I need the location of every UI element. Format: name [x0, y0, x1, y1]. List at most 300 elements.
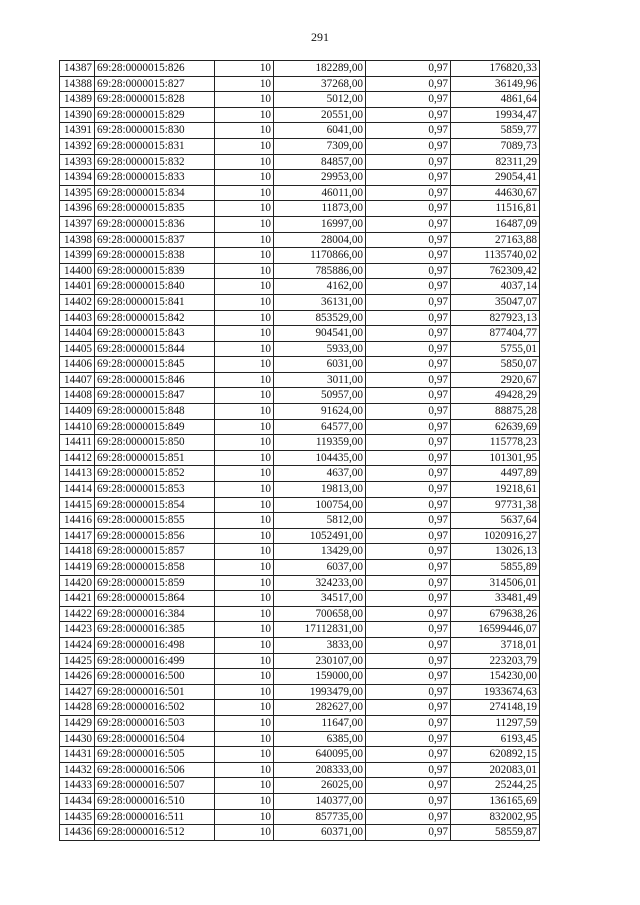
coefficient-cell: 0,97: [366, 606, 451, 622]
table-row: [60, 76, 540, 92]
cadastral-number: 69:28:0000015:847: [95, 388, 215, 404]
coefficient-cell: 0,97: [366, 185, 451, 201]
coefficient-cell: 0,97: [366, 466, 451, 482]
coefficient-cell: 0,97: [366, 107, 451, 123]
rate-cell: 10: [215, 809, 274, 825]
rate-cell: 10: [215, 279, 274, 295]
rate-cell: 10: [215, 326, 274, 342]
table-row: [60, 513, 540, 529]
cadastral-value: 282627,00: [274, 700, 366, 716]
table-row: [60, 809, 540, 825]
table-row: [60, 92, 540, 108]
cadastral-value: 159000,00: [274, 669, 366, 685]
result-value: 4497,89: [451, 466, 540, 482]
coefficient-cell: 0,97: [366, 170, 451, 186]
coefficient-cell: 0,97: [366, 123, 451, 139]
row-number: 14395: [60, 185, 95, 201]
result-value: 5637,64: [451, 513, 540, 529]
rate-cell: 10: [215, 544, 274, 560]
result-value: 82311,29: [451, 154, 540, 170]
rate-cell: 10: [215, 310, 274, 326]
table-row: [60, 793, 540, 809]
result-value: 762309,42: [451, 263, 540, 279]
cadastral-number: 69:28:0000015:845: [95, 357, 215, 373]
row-number: 14421: [60, 591, 95, 607]
rate-cell: 10: [215, 341, 274, 357]
row-number: 14434: [60, 793, 95, 809]
coefficient-cell: 0,97: [366, 591, 451, 607]
rate-cell: 10: [215, 92, 274, 108]
table-row: [60, 216, 540, 232]
cadastral-value: 37268,00: [274, 76, 366, 92]
coefficient-cell: 0,97: [366, 357, 451, 373]
cadastral-number: 69:28:0000016:504: [95, 731, 215, 747]
result-value: 16487,09: [451, 216, 540, 232]
cadastral-value: 16997,00: [274, 216, 366, 232]
row-number: 14412: [60, 450, 95, 466]
table-row: [60, 637, 540, 653]
coefficient-cell: 0,97: [366, 482, 451, 498]
rate-cell: 10: [215, 606, 274, 622]
coefficient-cell: 0,97: [366, 669, 451, 685]
result-value: 827923,13: [451, 310, 540, 326]
result-value: 679638,26: [451, 606, 540, 622]
cadastral-value: 6385,00: [274, 731, 366, 747]
cadastral-number: 69:28:0000015:851: [95, 450, 215, 466]
cadastral-value: 13429,00: [274, 544, 366, 560]
cadastral-value: 91624,00: [274, 404, 366, 420]
coefficient-cell: 0,97: [366, 575, 451, 591]
cadastral-value: 60371,00: [274, 825, 366, 841]
table-row: [60, 528, 540, 544]
coefficient-cell: 0,97: [366, 622, 451, 638]
result-value: 5855,89: [451, 560, 540, 576]
coefficient-cell: 0,97: [366, 154, 451, 170]
table-row: [60, 700, 540, 716]
row-number: 14398: [60, 232, 95, 248]
coefficient-cell: 0,97: [366, 653, 451, 669]
row-number: 14391: [60, 123, 95, 139]
coefficient-cell: 0,97: [366, 809, 451, 825]
table-row: [60, 201, 540, 217]
rate-cell: 10: [215, 482, 274, 498]
cadastral-number: 69:28:0000015:839: [95, 263, 215, 279]
cadastral-number: 69:28:0000016:507: [95, 778, 215, 794]
rate-cell: 10: [215, 435, 274, 451]
cadastral-number: 69:28:0000016:511: [95, 809, 215, 825]
result-value: 88875,28: [451, 404, 540, 420]
cadastral-number: 69:28:0000015:827: [95, 76, 215, 92]
cadastral-number: 69:28:0000015:855: [95, 513, 215, 529]
cadastral-value: 36131,00: [274, 294, 366, 310]
coefficient-cell: 0,97: [366, 825, 451, 841]
row-number: 14425: [60, 653, 95, 669]
cadastral-number: 69:28:0000015:841: [95, 294, 215, 310]
table-row: [60, 326, 540, 342]
coefficient-cell: 0,97: [366, 731, 451, 747]
rate-cell: 10: [215, 466, 274, 482]
coefficient-cell: 0,97: [366, 388, 451, 404]
cadastral-number: 69:28:0000015:829: [95, 107, 215, 123]
rate-cell: 10: [215, 684, 274, 700]
rate-cell: 10: [215, 731, 274, 747]
table-row: [60, 232, 540, 248]
cadastral-value: 857735,00: [274, 809, 366, 825]
cadastral-value: 26025,00: [274, 778, 366, 794]
cadastral-number: 69:28:0000016:501: [95, 684, 215, 700]
rate-cell: 10: [215, 216, 274, 232]
row-number: 14419: [60, 560, 95, 576]
cadastral-number: 69:28:0000016:503: [95, 715, 215, 731]
cadastral-number: 69:28:0000015:853: [95, 482, 215, 498]
cadastral-number: 69:28:0000015:828: [95, 92, 215, 108]
result-value: 58559,87: [451, 825, 540, 841]
coefficient-cell: 0,97: [366, 138, 451, 154]
coefficient-cell: 0,97: [366, 793, 451, 809]
rate-cell: 10: [215, 528, 274, 544]
row-number: 14404: [60, 326, 95, 342]
table-row: [60, 497, 540, 513]
rate-cell: 10: [215, 154, 274, 170]
table-row: [60, 372, 540, 388]
rate-cell: 10: [215, 591, 274, 607]
cadastral-value: 104435,00: [274, 450, 366, 466]
row-number: 14392: [60, 138, 95, 154]
table-row: [60, 482, 540, 498]
coefficient-cell: 0,97: [366, 372, 451, 388]
rate-cell: 10: [215, 715, 274, 731]
coefficient-cell: 0,97: [366, 326, 451, 342]
cadastral-number: 69:28:0000015:835: [95, 201, 215, 217]
row-number: 14393: [60, 154, 95, 170]
rate-cell: 10: [215, 825, 274, 841]
table-row: [60, 747, 540, 763]
rate-cell: 10: [215, 560, 274, 576]
cadastral-value: 6041,00: [274, 123, 366, 139]
cadastral-number: 69:28:0000015:826: [95, 61, 215, 77]
table-row: [60, 107, 540, 123]
cadastral-value: 11647,00: [274, 715, 366, 731]
row-number: 14416: [60, 513, 95, 529]
result-value: 19934,47: [451, 107, 540, 123]
row-number: 14407: [60, 372, 95, 388]
cadastral-value: 182289,00: [274, 61, 366, 77]
table-row: [60, 731, 540, 747]
table-row: [60, 123, 540, 139]
cadastral-number: 69:28:0000015:840: [95, 279, 215, 295]
cadastral-value: 3833,00: [274, 637, 366, 653]
cadastral-value: 5933,00: [274, 341, 366, 357]
cadastral-number: 69:28:0000015:849: [95, 419, 215, 435]
result-value: 33481,49: [451, 591, 540, 607]
result-value: 5850,07: [451, 357, 540, 373]
result-value: 49428,29: [451, 388, 540, 404]
table-row: [60, 279, 540, 295]
cadastral-value: 119359,00: [274, 435, 366, 451]
coefficient-cell: 0,97: [366, 513, 451, 529]
row-number: 14397: [60, 216, 95, 232]
coefficient-cell: 0,97: [366, 232, 451, 248]
cadastral-value: 1993479,00: [274, 684, 366, 700]
rate-cell: 10: [215, 404, 274, 420]
coefficient-cell: 0,97: [366, 747, 451, 763]
cadastral-number: 69:28:0000016:498: [95, 637, 215, 653]
cadastral-number: 69:28:0000015:833: [95, 170, 215, 186]
cadastral-number: 69:28:0000016:506: [95, 762, 215, 778]
coefficient-cell: 0,97: [366, 341, 451, 357]
table-row: [60, 388, 540, 404]
result-value: 101301,95: [451, 450, 540, 466]
coefficient-cell: 0,97: [366, 201, 451, 217]
row-number: 14388: [60, 76, 95, 92]
table-row: [60, 575, 540, 591]
result-value: 62639,69: [451, 419, 540, 435]
result-value: 620892,15: [451, 747, 540, 763]
coefficient-cell: 0,97: [366, 762, 451, 778]
coefficient-cell: 0,97: [366, 310, 451, 326]
rate-cell: 10: [215, 637, 274, 653]
cadastral-value: 29953,00: [274, 170, 366, 186]
coefficient-cell: 0,97: [366, 700, 451, 716]
table-row: [60, 591, 540, 607]
cadastral-value: 700658,00: [274, 606, 366, 622]
cadastral-value: 84857,00: [274, 154, 366, 170]
rate-cell: 10: [215, 185, 274, 201]
row-number: 14430: [60, 731, 95, 747]
rate-cell: 10: [215, 622, 274, 638]
coefficient-cell: 0,97: [366, 248, 451, 264]
row-number: 14406: [60, 357, 95, 373]
row-number: 14411: [60, 435, 95, 451]
row-number: 14423: [60, 622, 95, 638]
table-row: [60, 762, 540, 778]
cadastral-value: 904541,00: [274, 326, 366, 342]
coefficient-cell: 0,97: [366, 684, 451, 700]
coefficient-cell: 0,97: [366, 497, 451, 513]
row-number: 14431: [60, 747, 95, 763]
row-number: 14422: [60, 606, 95, 622]
cadastral-number: 69:28:0000016:384: [95, 606, 215, 622]
coefficient-cell: 0,97: [366, 92, 451, 108]
rate-cell: 10: [215, 138, 274, 154]
result-value: 11297,59: [451, 715, 540, 731]
table-row: [60, 170, 540, 186]
row-number: 14429: [60, 715, 95, 731]
cadastral-number: 69:28:0000015:858: [95, 560, 215, 576]
row-number: 14403: [60, 310, 95, 326]
cadastral-value: 11873,00: [274, 201, 366, 217]
cadastral-number: 69:28:0000015:852: [95, 466, 215, 482]
result-value: 19218,61: [451, 482, 540, 498]
rate-cell: 10: [215, 700, 274, 716]
row-number: 14408: [60, 388, 95, 404]
coefficient-cell: 0,97: [366, 419, 451, 435]
rate-cell: 10: [215, 653, 274, 669]
result-value: 11516,81: [451, 201, 540, 217]
rate-cell: 10: [215, 61, 274, 77]
cadastral-value: 4637,00: [274, 466, 366, 482]
coefficient-cell: 0,97: [366, 560, 451, 576]
rate-cell: 10: [215, 778, 274, 794]
rate-cell: 10: [215, 513, 274, 529]
cadastral-value: 34517,00: [274, 591, 366, 607]
rate-cell: 10: [215, 357, 274, 373]
cadastral-value: 20551,00: [274, 107, 366, 123]
result-value: 1135740,02: [451, 248, 540, 264]
table-row: [60, 560, 540, 576]
cadastral-number: 69:28:0000015:857: [95, 544, 215, 560]
result-value: 877404,77: [451, 326, 540, 342]
coefficient-cell: 0,97: [366, 404, 451, 420]
result-value: 314506,01: [451, 575, 540, 591]
coefficient-cell: 0,97: [366, 435, 451, 451]
row-number: 14418: [60, 544, 95, 560]
table-row: [60, 404, 540, 420]
cadastral-number: 69:28:0000016:512: [95, 825, 215, 841]
cadastral-number: 69:28:0000015:864: [95, 591, 215, 607]
table-row: [60, 61, 540, 77]
coefficient-cell: 0,97: [366, 715, 451, 731]
cadastral-value: 19813,00: [274, 482, 366, 498]
row-number: 14401: [60, 279, 95, 295]
result-value: 202083,01: [451, 762, 540, 778]
result-value: 97731,38: [451, 497, 540, 513]
table-row: [60, 715, 540, 731]
cadastral-number: 69:28:0000015:831: [95, 138, 215, 154]
rate-cell: 10: [215, 123, 274, 139]
row-number: 14400: [60, 263, 95, 279]
table-row: [60, 419, 540, 435]
cadastral-value: 1170866,00: [274, 248, 366, 264]
cadastral-value: 640095,00: [274, 747, 366, 763]
rate-cell: 10: [215, 669, 274, 685]
cadastral-value: 4162,00: [274, 279, 366, 295]
row-number: 14433: [60, 778, 95, 794]
result-value: 29054,41: [451, 170, 540, 186]
row-number: 14387: [60, 61, 95, 77]
table-row: [60, 466, 540, 482]
table-row: [60, 248, 540, 264]
result-value: 2920,67: [451, 372, 540, 388]
rate-cell: 10: [215, 793, 274, 809]
cadastral-number: 69:28:0000015:844: [95, 341, 215, 357]
rate-cell: 10: [215, 747, 274, 763]
cadastral-number: 69:28:0000015:854: [95, 497, 215, 513]
coefficient-cell: 0,97: [366, 294, 451, 310]
coefficient-cell: 0,97: [366, 528, 451, 544]
cadastral-number: 69:28:0000016:505: [95, 747, 215, 763]
cadastral-value: 230107,00: [274, 653, 366, 669]
coefficient-cell: 0,97: [366, 637, 451, 653]
row-number: 14435: [60, 809, 95, 825]
cadastral-number: 69:28:0000016:499: [95, 653, 215, 669]
cadastral-value: 5812,00: [274, 513, 366, 529]
cadastral-value: 46011,00: [274, 185, 366, 201]
result-value: 223203,79: [451, 653, 540, 669]
result-value: 25244,25: [451, 778, 540, 794]
coefficient-cell: 0,97: [366, 279, 451, 295]
result-value: 5755,01: [451, 341, 540, 357]
coefficient-cell: 0,97: [366, 778, 451, 794]
row-number: 14399: [60, 248, 95, 264]
rate-cell: 10: [215, 419, 274, 435]
row-number: 14389: [60, 92, 95, 108]
table-row: [60, 310, 540, 326]
rate-cell: 10: [215, 575, 274, 591]
cadastral-number: 69:28:0000015:843: [95, 326, 215, 342]
row-number: 14409: [60, 404, 95, 420]
cadastral-value: 324233,00: [274, 575, 366, 591]
result-value: 832002,95: [451, 809, 540, 825]
row-number: 14396: [60, 201, 95, 217]
table-row: [60, 294, 540, 310]
result-value: 4037,14: [451, 279, 540, 295]
rate-cell: 10: [215, 450, 274, 466]
cadastral-value: 208333,00: [274, 762, 366, 778]
row-number: 14390: [60, 107, 95, 123]
cadastral-number: 69:28:0000015:859: [95, 575, 215, 591]
row-number: 14436: [60, 825, 95, 841]
row-number: 14410: [60, 419, 95, 435]
cadastral-value: 785886,00: [274, 263, 366, 279]
table-row: [60, 544, 540, 560]
row-number: 14428: [60, 700, 95, 716]
cadastral-number: 69:28:0000016:502: [95, 700, 215, 716]
cadastral-value: 100754,00: [274, 497, 366, 513]
cadastral-value: 28004,00: [274, 232, 366, 248]
result-value: 3718,01: [451, 637, 540, 653]
row-number: 14394: [60, 170, 95, 186]
coefficient-cell: 0,97: [366, 450, 451, 466]
table-row: [60, 778, 540, 794]
row-number: 14413: [60, 466, 95, 482]
cadastral-value: 3011,00: [274, 372, 366, 388]
cadastral-value: 17112831,00: [274, 622, 366, 638]
rate-cell: 10: [215, 762, 274, 778]
rate-cell: 10: [215, 76, 274, 92]
result-value: 176820,33: [451, 61, 540, 77]
table-row: [60, 185, 540, 201]
table-row: [60, 154, 540, 170]
result-value: 36149,96: [451, 76, 540, 92]
cadastral-number: 69:28:0000015:848: [95, 404, 215, 420]
result-value: 154230,00: [451, 669, 540, 685]
cadastral-value: 5012,00: [274, 92, 366, 108]
row-number: 14402: [60, 294, 95, 310]
table-row: [60, 606, 540, 622]
table-row: [60, 450, 540, 466]
rate-cell: 10: [215, 372, 274, 388]
table-row: [60, 263, 540, 279]
result-value: 115778,23: [451, 435, 540, 451]
cadastral-number: 69:28:0000015:836: [95, 216, 215, 232]
result-value: 5859,77: [451, 123, 540, 139]
cadastral-value: 1052491,00: [274, 528, 366, 544]
cadastral-value: 50957,00: [274, 388, 366, 404]
result-value: 27163,88: [451, 232, 540, 248]
rate-cell: 10: [215, 248, 274, 264]
table-row: [60, 825, 540, 841]
result-value: 13026,13: [451, 544, 540, 560]
rate-cell: 10: [215, 201, 274, 217]
rate-cell: 10: [215, 263, 274, 279]
page-number: 291: [311, 30, 329, 44]
rate-cell: 10: [215, 170, 274, 186]
row-number: 14414: [60, 482, 95, 498]
table-row: [60, 357, 540, 373]
result-value: 1933674,63: [451, 684, 540, 700]
rate-cell: 10: [215, 388, 274, 404]
